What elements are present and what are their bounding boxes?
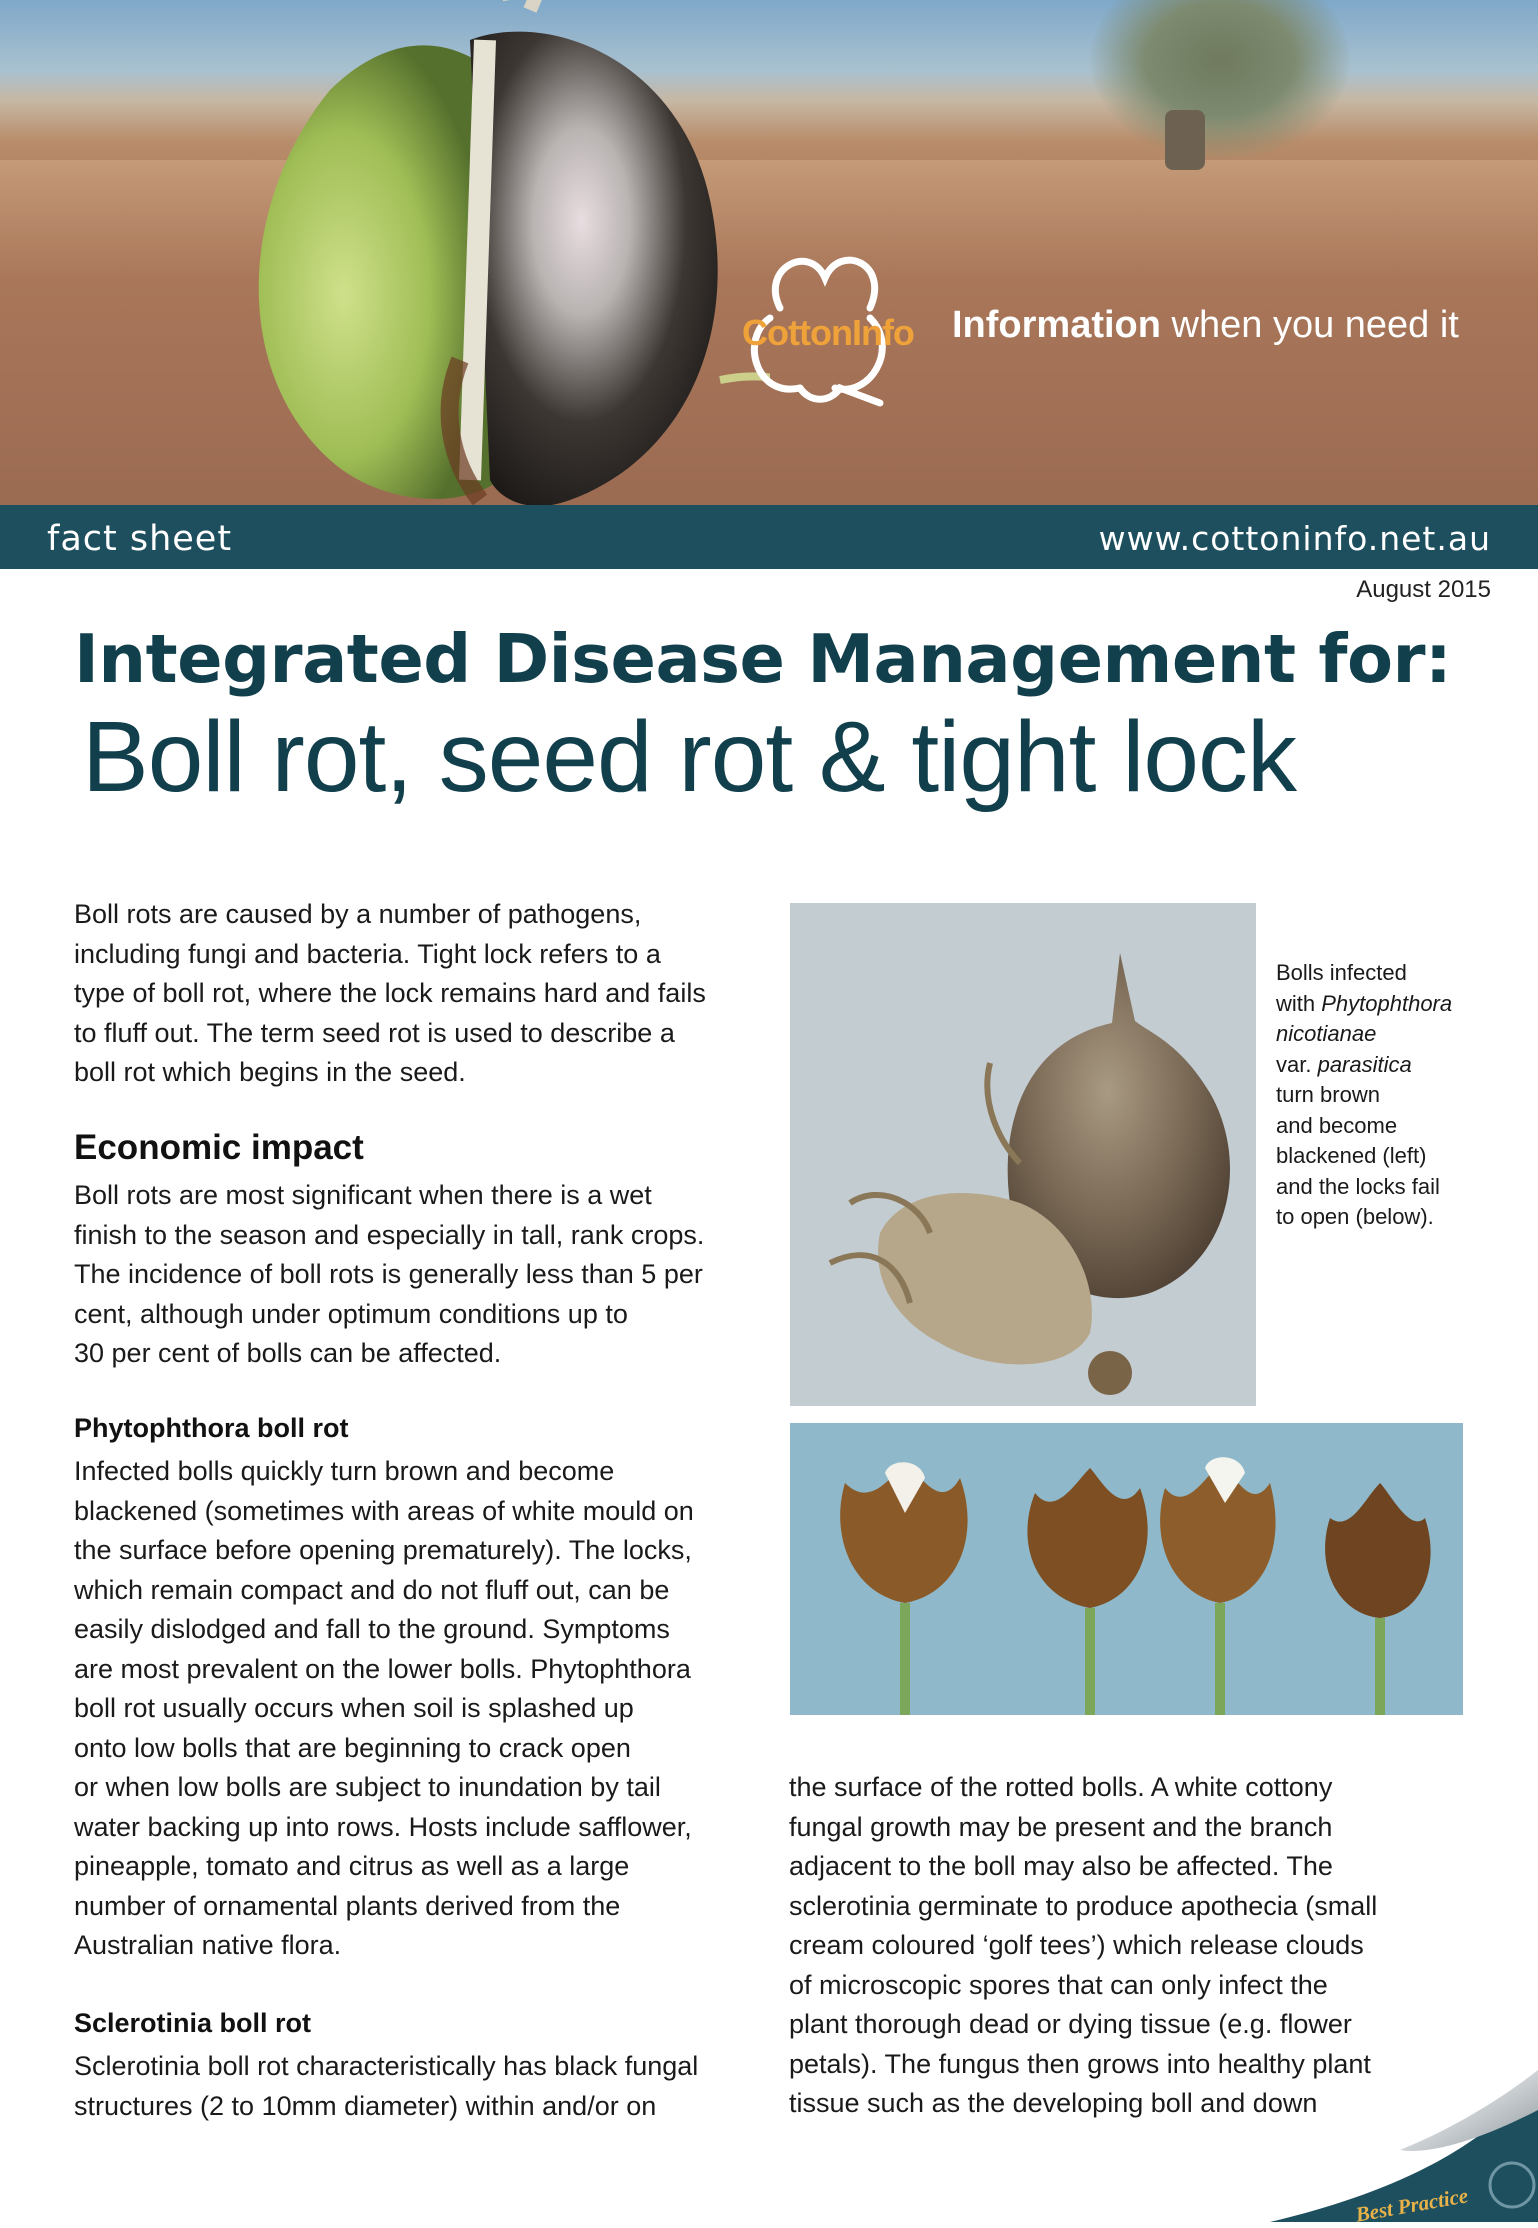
tagline [952, 304, 1459, 347]
infected-boll-photo [790, 903, 1256, 1406]
text-line: are most prevalent on the lower bolls. Phytophthora [74, 1653, 691, 1684]
text-line: Sclerotinia boll rot characteristically has black fungal [74, 2051, 699, 2081]
page-title: Integrated Disease Management for: [74, 620, 1452, 698]
tight-lock-bolls-photo [790, 1423, 1463, 1715]
tagline-bold: Information [952, 304, 1161, 346]
text-line: cream coloured ‘golf tees’) which release clouds [789, 1930, 1364, 1960]
text-line: Australian native flora. [74, 1930, 342, 1960]
phytophthora-paragraph [74, 1452, 764, 1966]
caption-line: and the locks fail [1276, 1173, 1440, 1199]
text-line: fungal growth may be present and the branch [789, 1811, 1333, 1842]
tree-silhouette [1090, 0, 1350, 160]
text-line: sclerotinia germinate to produce apothecia (small [789, 1890, 1378, 1921]
text-line: 30 per cent of bolls can be affected. [74, 1338, 502, 1368]
section-heading-economic: Economic impact [74, 1128, 364, 1167]
caption-line [1276, 1050, 1516, 1081]
tree-trunk [1165, 110, 1205, 170]
text-line: or when low bolls are subject to inundation by tail [74, 1772, 661, 1802]
text-line: including fungi and bacteria. Tight lock refers to a [74, 938, 661, 969]
economic-paragraph [74, 1176, 764, 1374]
caption-line: Bolls infected [1276, 960, 1407, 985]
text-line: petals). The fungus then grows into healthy plant [789, 2048, 1371, 2079]
text-line: which remain compact and do not fluff out, can be [74, 1574, 670, 1605]
figure-caption [1276, 958, 1516, 1233]
brand-wordmark: CottonInfo [742, 312, 914, 353]
text-line: Boll rots are most significant when there is a wet [74, 1180, 652, 1210]
caption-text: with [1276, 990, 1322, 1016]
text-line: finish to the season and especially in tall, rank crops. [74, 1219, 705, 1250]
caption-italic: parasitica [1317, 1051, 1412, 1077]
document-type: fact sheet [47, 519, 233, 559]
text-line: cent, although under optimum conditions up to [74, 1298, 628, 1329]
text-line: water backing up into rows. Hosts include safflower, [74, 1811, 692, 1842]
caption-line: turn brown [1276, 1082, 1380, 1107]
tagline-rest: when you need it [1160, 304, 1459, 346]
best-practice-badge: Best Practice [1353, 2183, 1470, 2227]
text-line: the surface of the rotted bolls. A white cottony [789, 1772, 1333, 1802]
subheading-sclerotinia: Sclerotinia boll rot [74, 2008, 312, 2038]
rotting-boll-illustration [210, 0, 770, 505]
text-line: adjacent to the boll may also be affected. The [789, 1851, 1333, 1881]
text-line: of microscopic spores that can only infect the [789, 1969, 1328, 2000]
text-line: boll rot which begins in the seed. [74, 1057, 466, 1087]
sclerotinia-paragraph [74, 2047, 764, 2126]
caption-line [1276, 1019, 1516, 1050]
text-line: blackened (sometimes with areas of white mould on [74, 1495, 694, 1526]
text-line: structures (2 to 10mm diameter) within and/or on [74, 2090, 657, 2121]
caption-line: and become [1276, 1112, 1398, 1138]
caption-line: blackened (left) [1276, 1143, 1427, 1168]
intro-paragraph [74, 895, 764, 1093]
text-line: the surface before opening prematurely). The locks, [74, 1535, 692, 1565]
caption-italic: nicotianae [1276, 1021, 1377, 1046]
caption-line [1276, 989, 1516, 1020]
text-line: pineapple, tomato and citrus as well as a large [74, 1851, 630, 1881]
text-line: Boll rots are caused by a number of pathogens, [74, 899, 642, 929]
text-line: to fluff out. The term seed rot is used to describe a [74, 1017, 675, 1048]
text-line: easily dislodged and fall to the ground. Symptoms [74, 1614, 670, 1644]
caption-italic: Phytophthora [1321, 990, 1453, 1016]
text-line: The incidence of boll rots is generally less than 5 per [74, 1259, 703, 1289]
page-subtitle: Boll rot, seed rot & tight lock [82, 701, 1297, 813]
text-line: tissue such as the developing boll and down [789, 2088, 1318, 2118]
website-link[interactable]: www.cottoninfo.net.au [1098, 519, 1491, 558]
text-line: plant thorough dead or dying tissue (e.g. flower [789, 2009, 1352, 2039]
text-line: onto low bolls that are beginning to crack open [74, 1732, 631, 1763]
publication-date: August 2015 [1356, 576, 1491, 603]
fact-sheet-band [0, 505, 1538, 569]
text-line: boll rot usually occurs when soil is splashed up [74, 1693, 634, 1723]
text-line: number of ornamental plants derived from the [74, 1890, 621, 1921]
text-line: type of boll rot, where the lock remains hard and fails [74, 978, 706, 1008]
subheading-phytophthora: Phytophthora boll rot [74, 1413, 349, 1443]
caption-text: var. [1276, 1051, 1318, 1077]
text-line: Infected bolls quickly turn brown and become [74, 1456, 615, 1486]
caption-line: to open (below). [1276, 1204, 1434, 1229]
